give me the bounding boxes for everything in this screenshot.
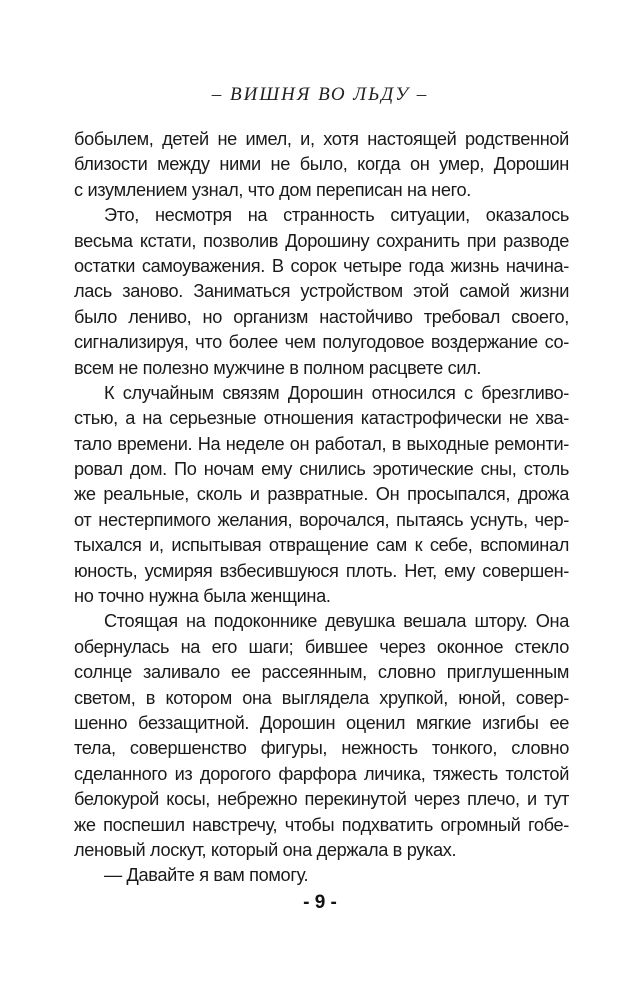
text-line: стью, а на серьезные отношения катастрофически не хва- bbox=[74, 408, 569, 429]
text-line: Стоящая на подоконнике девушка вешала штору. Она bbox=[104, 611, 569, 632]
text-line: же поспешил навстречу, чтобы подхватить огромный гобе- bbox=[74, 814, 569, 835]
text-line: тало времени. На неделе он работал, в выходные ремонти- bbox=[74, 433, 569, 454]
text-line: тела, совершенство фигуры, нежность тонкого, словно bbox=[74, 738, 569, 759]
text-line: сигнализируя, что более чем полугодовое воздержание со- bbox=[74, 332, 569, 353]
text-line: было лениво, но организм настойчиво требовал своего, bbox=[74, 306, 569, 327]
text-line: от нестерпимого желания, ворочался, пытаясь уснуть, чер- bbox=[74, 509, 569, 530]
text-line: всем не полезно мужчине в полном расцвете сил. bbox=[74, 357, 482, 378]
running-header: – ВИШНЯ ВО ЛЬДУ – bbox=[211, 84, 429, 105]
text-line: светом, в котором она выглядела хрупкой, юной, совер- bbox=[74, 687, 569, 708]
text-line: К случайным связям Дорошин относился с брезгливо- bbox=[104, 382, 569, 403]
text-line: леновый лоскут, который она держала в руках. bbox=[74, 839, 457, 860]
text-line: юность, усмиряя взбесившуюся плоть. Нет, ему совершен- bbox=[74, 560, 569, 581]
text-line: сделанного из дорогого фарфора личика, тяжесть толстой bbox=[74, 763, 569, 784]
text-line: белокурой косы, небрежно перекинутой через плечо, и тут bbox=[74, 789, 569, 810]
text-line: солнце заливало ее рассеянным, словно приглушенным bbox=[74, 662, 569, 683]
text-line: бобылем, детей не имел, и, хотя настоящей родственной bbox=[74, 129, 569, 149]
text-line: Это, несмотря на странность ситуации, оказалось bbox=[104, 205, 569, 226]
text-line: весьма кстати, позволив Дорошину сохранить при разводе bbox=[74, 230, 569, 251]
text-line: ровал дом. По ночам ему снились эротические сны, столь bbox=[74, 459, 569, 480]
text-line: но точно нужна была женщина. bbox=[74, 586, 331, 607]
text-line: остатки самоуважения. В сорок четыре года жизнь начина- bbox=[74, 255, 569, 276]
text-line: тыхался и, испытывая отвращение сам к себе, вспоминал bbox=[74, 535, 569, 556]
text-line: обернулась на его шаги; бившее через оконное стекло bbox=[74, 636, 569, 657]
body-text bbox=[74, 127, 569, 889]
text-line: с изумлением узнал, что дом переписан на него. bbox=[74, 179, 471, 200]
page-number: - 9 - bbox=[303, 892, 337, 913]
text-line: лась заново. Заниматься устройством этой самой жизни bbox=[74, 281, 569, 302]
text-line: шенно беззащитной. Дорошин оценил мягкие изгибы ее bbox=[74, 712, 569, 733]
text-line: же реальные, сколь и развратные. Он просыпался, дрожа bbox=[74, 484, 569, 505]
text-line: — Давайте я вам помогу. bbox=[104, 865, 309, 886]
text-line: близости между ними не было, когда он умер, Дорошин bbox=[74, 154, 569, 175]
